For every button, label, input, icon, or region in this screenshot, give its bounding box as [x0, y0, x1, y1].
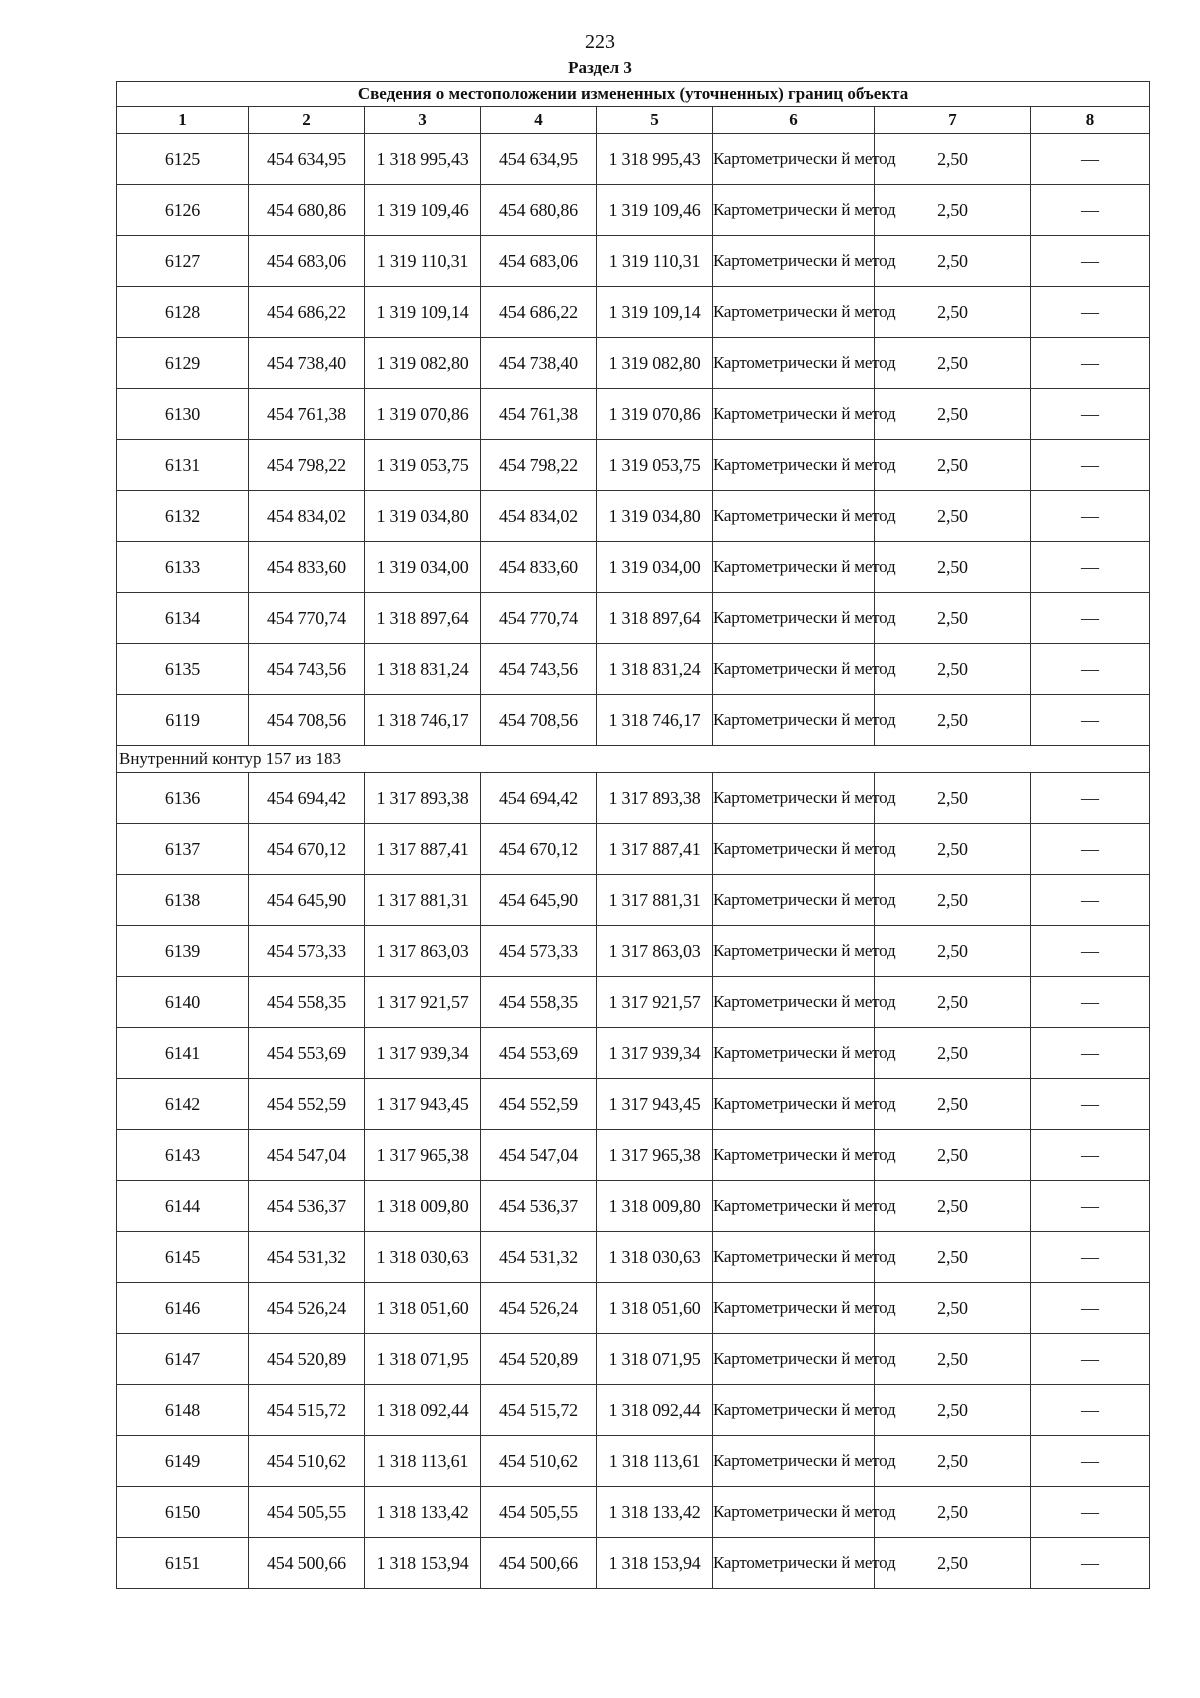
accuracy-cell: 2,50 — [875, 644, 1031, 695]
y-existing-cell: 1 318 092,44 — [365, 1385, 481, 1436]
column-number-2: 2 — [249, 107, 365, 134]
point-number-cell: 6133 — [117, 542, 249, 593]
table-row — [117, 1283, 1150, 1334]
x-existing-cell: 454 708,56 — [249, 695, 365, 746]
method-cell: Картометрически й метод — [713, 1181, 875, 1232]
x-refined-cell: 454 833,60 — [481, 542, 597, 593]
y-existing-cell: 1 318 153,94 — [365, 1538, 481, 1589]
y-existing-cell: 1 317 887,41 — [365, 824, 481, 875]
y-refined-cell: 1 317 863,03 — [597, 926, 713, 977]
point-number-cell: 6142 — [117, 1079, 249, 1130]
x-existing-cell: 454 515,72 — [249, 1385, 365, 1436]
x-existing-cell: 454 645,90 — [249, 875, 365, 926]
accuracy-cell: 2,50 — [875, 773, 1031, 824]
note-cell: — — [1031, 1181, 1150, 1232]
table-caption: Сведения о местоположении измененных (уточненных) границ объекта — [117, 82, 1150, 107]
accuracy-cell: 2,50 — [875, 1130, 1031, 1181]
accuracy-cell: 2,50 — [875, 134, 1031, 185]
note-cell: — — [1031, 491, 1150, 542]
x-refined-cell: 454 743,56 — [481, 644, 597, 695]
y-existing-cell: 1 317 943,45 — [365, 1079, 481, 1130]
note-cell: — — [1031, 695, 1150, 746]
x-refined-cell: 454 738,40 — [481, 338, 597, 389]
table-row — [117, 926, 1150, 977]
x-refined-cell: 454 531,32 — [481, 1232, 597, 1283]
x-existing-cell: 454 547,04 — [249, 1130, 365, 1181]
accuracy-cell: 2,50 — [875, 1385, 1031, 1436]
x-refined-cell: 454 510,62 — [481, 1436, 597, 1487]
y-existing-cell: 1 319 070,86 — [365, 389, 481, 440]
y-existing-cell: 1 319 034,00 — [365, 542, 481, 593]
y-refined-cell: 1 319 109,46 — [597, 185, 713, 236]
y-existing-cell: 1 319 110,31 — [365, 236, 481, 287]
method-cell: Картометрически й метод — [713, 440, 875, 491]
accuracy-cell: 2,50 — [875, 695, 1031, 746]
accuracy-cell: 2,50 — [875, 185, 1031, 236]
y-refined-cell: 1 318 051,60 — [597, 1283, 713, 1334]
x-existing-cell: 454 798,22 — [249, 440, 365, 491]
point-number-cell: 6150 — [117, 1487, 249, 1538]
y-refined-cell: 1 317 881,31 — [597, 875, 713, 926]
method-cell: Картометрически й метод — [713, 1079, 875, 1130]
y-existing-cell: 1 319 109,14 — [365, 287, 481, 338]
accuracy-cell: 2,50 — [875, 1181, 1031, 1232]
y-refined-cell: 1 318 092,44 — [597, 1385, 713, 1436]
y-refined-cell: 1 318 030,63 — [597, 1232, 713, 1283]
accuracy-cell: 2,50 — [875, 440, 1031, 491]
point-number-cell: 6130 — [117, 389, 249, 440]
table-row — [117, 1385, 1150, 1436]
note-cell: — — [1031, 542, 1150, 593]
method-cell: Картометрически й метод — [713, 695, 875, 746]
column-number-8: 8 — [1031, 107, 1150, 134]
column-number-3: 3 — [365, 107, 481, 134]
method-cell: Картометрически й метод — [713, 1487, 875, 1538]
y-refined-cell: 1 317 943,45 — [597, 1079, 713, 1130]
point-number-cell: 6148 — [117, 1385, 249, 1436]
method-cell: Картометрически й метод — [713, 338, 875, 389]
accuracy-cell: 2,50 — [875, 1538, 1031, 1589]
point-number-cell: 6126 — [117, 185, 249, 236]
x-existing-cell: 454 573,33 — [249, 926, 365, 977]
x-refined-cell: 454 552,59 — [481, 1079, 597, 1130]
table-row — [117, 695, 1150, 746]
y-existing-cell: 1 319 053,75 — [365, 440, 481, 491]
x-refined-cell: 454 670,12 — [481, 824, 597, 875]
table-row — [117, 1487, 1150, 1538]
y-existing-cell: 1 318 133,42 — [365, 1487, 481, 1538]
method-cell: Картометрически й метод — [713, 1385, 875, 1436]
y-existing-cell: 1 318 051,60 — [365, 1283, 481, 1334]
note-cell: — — [1031, 1334, 1150, 1385]
note-cell: — — [1031, 1436, 1150, 1487]
x-refined-cell: 454 558,35 — [481, 977, 597, 1028]
point-number-cell: 6127 — [117, 236, 249, 287]
point-number-cell: 6129 — [117, 338, 249, 389]
y-refined-cell: 1 317 887,41 — [597, 824, 713, 875]
y-refined-cell: 1 319 070,86 — [597, 389, 713, 440]
note-cell: — — [1031, 1385, 1150, 1436]
method-cell: Картометрически й метод — [713, 1283, 875, 1334]
method-cell: Картометрически й метод — [713, 644, 875, 695]
table-row — [117, 287, 1150, 338]
x-refined-cell: 454 834,02 — [481, 491, 597, 542]
table-body — [117, 134, 1150, 1589]
method-cell: Картометрически й метод — [713, 875, 875, 926]
accuracy-cell: 2,50 — [875, 1283, 1031, 1334]
table-row — [117, 644, 1150, 695]
y-refined-cell: 1 318 831,24 — [597, 644, 713, 695]
y-existing-cell: 1 317 863,03 — [365, 926, 481, 977]
table-row — [117, 389, 1150, 440]
accuracy-cell: 2,50 — [875, 1436, 1031, 1487]
method-cell: Картометрически й метод — [713, 542, 875, 593]
table-row — [117, 1028, 1150, 1079]
y-existing-cell: 1 317 893,38 — [365, 773, 481, 824]
y-refined-cell: 1 318 153,94 — [597, 1538, 713, 1589]
x-refined-cell: 454 694,42 — [481, 773, 597, 824]
note-cell: — — [1031, 1028, 1150, 1079]
y-existing-cell: 1 317 921,57 — [365, 977, 481, 1028]
x-existing-cell: 454 536,37 — [249, 1181, 365, 1232]
x-refined-cell: 454 520,89 — [481, 1334, 597, 1385]
point-number-cell: 6119 — [117, 695, 249, 746]
note-cell: — — [1031, 773, 1150, 824]
table-row — [117, 1181, 1150, 1232]
note-cell: — — [1031, 1487, 1150, 1538]
note-cell: — — [1031, 287, 1150, 338]
y-existing-cell: 1 318 071,95 — [365, 1334, 481, 1385]
table-row — [117, 440, 1150, 491]
note-cell: — — [1031, 1232, 1150, 1283]
x-existing-cell: 454 553,69 — [249, 1028, 365, 1079]
accuracy-cell: 2,50 — [875, 389, 1031, 440]
method-cell: Картометрически й метод — [713, 1130, 875, 1181]
y-existing-cell: 1 319 034,80 — [365, 491, 481, 542]
point-number-cell: 6141 — [117, 1028, 249, 1079]
point-number-cell: 6128 — [117, 287, 249, 338]
note-cell: — — [1031, 977, 1150, 1028]
y-refined-cell: 1 319 053,75 — [597, 440, 713, 491]
x-existing-cell: 454 500,66 — [249, 1538, 365, 1589]
method-cell: Картометрически й метод — [713, 977, 875, 1028]
y-existing-cell: 1 317 965,38 — [365, 1130, 481, 1181]
x-refined-cell: 454 553,69 — [481, 1028, 597, 1079]
method-cell: Картометрически й метод — [713, 389, 875, 440]
x-existing-cell: 454 520,89 — [249, 1334, 365, 1385]
y-existing-cell: 1 318 897,64 — [365, 593, 481, 644]
point-number-cell: 6136 — [117, 773, 249, 824]
x-existing-cell: 454 526,24 — [249, 1283, 365, 1334]
note-cell: — — [1031, 185, 1150, 236]
method-cell: Картометрически й метод — [713, 134, 875, 185]
y-refined-cell: 1 317 921,57 — [597, 977, 713, 1028]
x-existing-cell: 454 761,38 — [249, 389, 365, 440]
y-refined-cell: 1 317 893,38 — [597, 773, 713, 824]
column-number-7: 7 — [875, 107, 1031, 134]
table-row — [117, 1130, 1150, 1181]
method-cell: Картометрически й метод — [713, 1028, 875, 1079]
note-cell: — — [1031, 824, 1150, 875]
point-number-cell: 6140 — [117, 977, 249, 1028]
y-refined-cell: 1 319 034,80 — [597, 491, 713, 542]
x-existing-cell: 454 743,56 — [249, 644, 365, 695]
y-existing-cell: 1 318 009,80 — [365, 1181, 481, 1232]
y-existing-cell: 1 318 995,43 — [365, 134, 481, 185]
x-existing-cell: 454 683,06 — [249, 236, 365, 287]
point-number-cell: 6131 — [117, 440, 249, 491]
x-existing-cell: 454 770,74 — [249, 593, 365, 644]
accuracy-cell: 2,50 — [875, 1232, 1031, 1283]
table-row — [117, 1538, 1150, 1589]
method-cell: Картометрически й метод — [713, 1334, 875, 1385]
x-refined-cell: 454 645,90 — [481, 875, 597, 926]
point-number-cell: 6135 — [117, 644, 249, 695]
x-refined-cell: 454 708,56 — [481, 695, 597, 746]
accuracy-cell: 2,50 — [875, 236, 1031, 287]
x-refined-cell: 454 536,37 — [481, 1181, 597, 1232]
note-cell: — — [1031, 1283, 1150, 1334]
x-refined-cell: 454 515,72 — [481, 1385, 597, 1436]
table-row — [117, 542, 1150, 593]
y-existing-cell: 1 318 030,63 — [365, 1232, 481, 1283]
x-existing-cell: 454 670,12 — [249, 824, 365, 875]
x-refined-cell: 454 500,66 — [481, 1538, 597, 1589]
table-row — [117, 491, 1150, 542]
x-existing-cell: 454 531,32 — [249, 1232, 365, 1283]
method-cell: Картометрически й метод — [713, 926, 875, 977]
page-number: 223 — [585, 31, 615, 53]
x-existing-cell: 454 505,55 — [249, 1487, 365, 1538]
table-row — [117, 875, 1150, 926]
accuracy-cell: 2,50 — [875, 1487, 1031, 1538]
point-number-cell: 6134 — [117, 593, 249, 644]
accuracy-cell: 2,50 — [875, 977, 1031, 1028]
point-number-cell: 6138 — [117, 875, 249, 926]
y-refined-cell: 1 319 109,14 — [597, 287, 713, 338]
note-cell: — — [1031, 440, 1150, 491]
x-refined-cell: 454 683,06 — [481, 236, 597, 287]
note-cell: — — [1031, 134, 1150, 185]
column-number-6: 6 — [713, 107, 875, 134]
column-number-1: 1 — [117, 107, 249, 134]
note-cell: — — [1031, 926, 1150, 977]
x-existing-cell: 454 833,60 — [249, 542, 365, 593]
note-cell: — — [1031, 593, 1150, 644]
y-existing-cell: 1 318 831,24 — [365, 644, 481, 695]
accuracy-cell: 2,50 — [875, 926, 1031, 977]
note-cell: — — [1031, 875, 1150, 926]
x-existing-cell: 454 694,42 — [249, 773, 365, 824]
method-cell: Картометрически й метод — [713, 824, 875, 875]
x-existing-cell: 454 510,62 — [249, 1436, 365, 1487]
y-refined-cell: 1 319 082,80 — [597, 338, 713, 389]
x-refined-cell: 454 798,22 — [481, 440, 597, 491]
y-refined-cell: 1 318 071,95 — [597, 1334, 713, 1385]
y-existing-cell: 1 318 746,17 — [365, 695, 481, 746]
section-title: Раздел 3 — [568, 58, 632, 77]
x-refined-cell: 454 761,38 — [481, 389, 597, 440]
x-existing-cell: 454 680,86 — [249, 185, 365, 236]
accuracy-cell: 2,50 — [875, 593, 1031, 644]
table-row — [117, 1079, 1150, 1130]
y-existing-cell: 1 318 113,61 — [365, 1436, 481, 1487]
point-number-cell: 6132 — [117, 491, 249, 542]
table-row — [117, 773, 1150, 824]
y-refined-cell: 1 318 133,42 — [597, 1487, 713, 1538]
accuracy-cell: 2,50 — [875, 491, 1031, 542]
point-number-cell: 6151 — [117, 1538, 249, 1589]
table-row — [117, 338, 1150, 389]
x-refined-cell: 454 770,74 — [481, 593, 597, 644]
x-refined-cell: 454 686,22 — [481, 287, 597, 338]
y-refined-cell: 1 317 965,38 — [597, 1130, 713, 1181]
y-refined-cell: 1 319 110,31 — [597, 236, 713, 287]
point-number-cell: 6146 — [117, 1283, 249, 1334]
method-cell: Картометрически й метод — [713, 1436, 875, 1487]
note-cell: — — [1031, 1130, 1150, 1181]
table-caption-row — [117, 82, 1150, 107]
point-number-cell: 6137 — [117, 824, 249, 875]
boundary-coordinates-table — [116, 81, 1150, 1589]
point-number-cell: 6147 — [117, 1334, 249, 1385]
y-refined-cell: 1 318 995,43 — [597, 134, 713, 185]
y-refined-cell: 1 318 746,17 — [597, 695, 713, 746]
note-cell: — — [1031, 236, 1150, 287]
note-cell: — — [1031, 338, 1150, 389]
accuracy-cell: 2,50 — [875, 1028, 1031, 1079]
method-cell: Картометрически й метод — [713, 773, 875, 824]
table-row — [117, 185, 1150, 236]
y-refined-cell: 1 318 113,61 — [597, 1436, 713, 1487]
y-refined-cell: 1 318 009,80 — [597, 1181, 713, 1232]
y-refined-cell: 1 317 939,34 — [597, 1028, 713, 1079]
y-existing-cell: 1 317 939,34 — [365, 1028, 481, 1079]
accuracy-cell: 2,50 — [875, 875, 1031, 926]
method-cell: Картометрически й метод — [713, 1538, 875, 1589]
accuracy-cell: 2,50 — [875, 287, 1031, 338]
x-refined-cell: 454 505,55 — [481, 1487, 597, 1538]
table-row — [117, 593, 1150, 644]
table-row — [117, 1436, 1150, 1487]
method-cell: Картометрически й метод — [713, 185, 875, 236]
table-row — [117, 977, 1150, 1028]
note-cell: — — [1031, 1538, 1150, 1589]
x-existing-cell: 454 552,59 — [249, 1079, 365, 1130]
x-existing-cell: 454 834,02 — [249, 491, 365, 542]
note-cell: — — [1031, 644, 1150, 695]
table-row — [117, 1232, 1150, 1283]
table-row — [117, 134, 1150, 185]
method-cell: Картометрически й метод — [713, 593, 875, 644]
method-cell: Картометрически й метод — [713, 287, 875, 338]
column-number-4: 4 — [481, 107, 597, 134]
y-refined-cell: 1 319 034,00 — [597, 542, 713, 593]
method-cell: Картометрически й метод — [713, 236, 875, 287]
x-existing-cell: 454 686,22 — [249, 287, 365, 338]
method-cell: Картометрически й метод — [713, 491, 875, 542]
contour-label: Внутренний контур 157 из 183 — [117, 746, 1150, 773]
table-row — [117, 236, 1150, 287]
point-number-cell: 6143 — [117, 1130, 249, 1181]
y-existing-cell: 1 319 109,46 — [365, 185, 481, 236]
y-existing-cell: 1 317 881,31 — [365, 875, 481, 926]
column-number-5: 5 — [597, 107, 713, 134]
x-refined-cell: 454 547,04 — [481, 1130, 597, 1181]
contour-label-row — [117, 746, 1150, 773]
accuracy-cell: 2,50 — [875, 542, 1031, 593]
note-cell: — — [1031, 1079, 1150, 1130]
table-row — [117, 824, 1150, 875]
table-row — [117, 1334, 1150, 1385]
accuracy-cell: 2,50 — [875, 1334, 1031, 1385]
point-number-cell: 6125 — [117, 134, 249, 185]
point-number-cell: 6139 — [117, 926, 249, 977]
y-existing-cell: 1 319 082,80 — [365, 338, 481, 389]
point-number-cell: 6144 — [117, 1181, 249, 1232]
x-refined-cell: 454 573,33 — [481, 926, 597, 977]
y-refined-cell: 1 318 897,64 — [597, 593, 713, 644]
column-number-row — [117, 107, 1150, 134]
point-number-cell: 6145 — [117, 1232, 249, 1283]
x-existing-cell: 454 738,40 — [249, 338, 365, 389]
accuracy-cell: 2,50 — [875, 338, 1031, 389]
accuracy-cell: 2,50 — [875, 824, 1031, 875]
x-existing-cell: 454 558,35 — [249, 977, 365, 1028]
note-cell: — — [1031, 389, 1150, 440]
method-cell: Картометрически й метод — [713, 1232, 875, 1283]
x-refined-cell: 454 526,24 — [481, 1283, 597, 1334]
point-number-cell: 6149 — [117, 1436, 249, 1487]
x-refined-cell: 454 680,86 — [481, 185, 597, 236]
x-refined-cell: 454 634,95 — [481, 134, 597, 185]
x-existing-cell: 454 634,95 — [249, 134, 365, 185]
accuracy-cell: 2,50 — [875, 1079, 1031, 1130]
